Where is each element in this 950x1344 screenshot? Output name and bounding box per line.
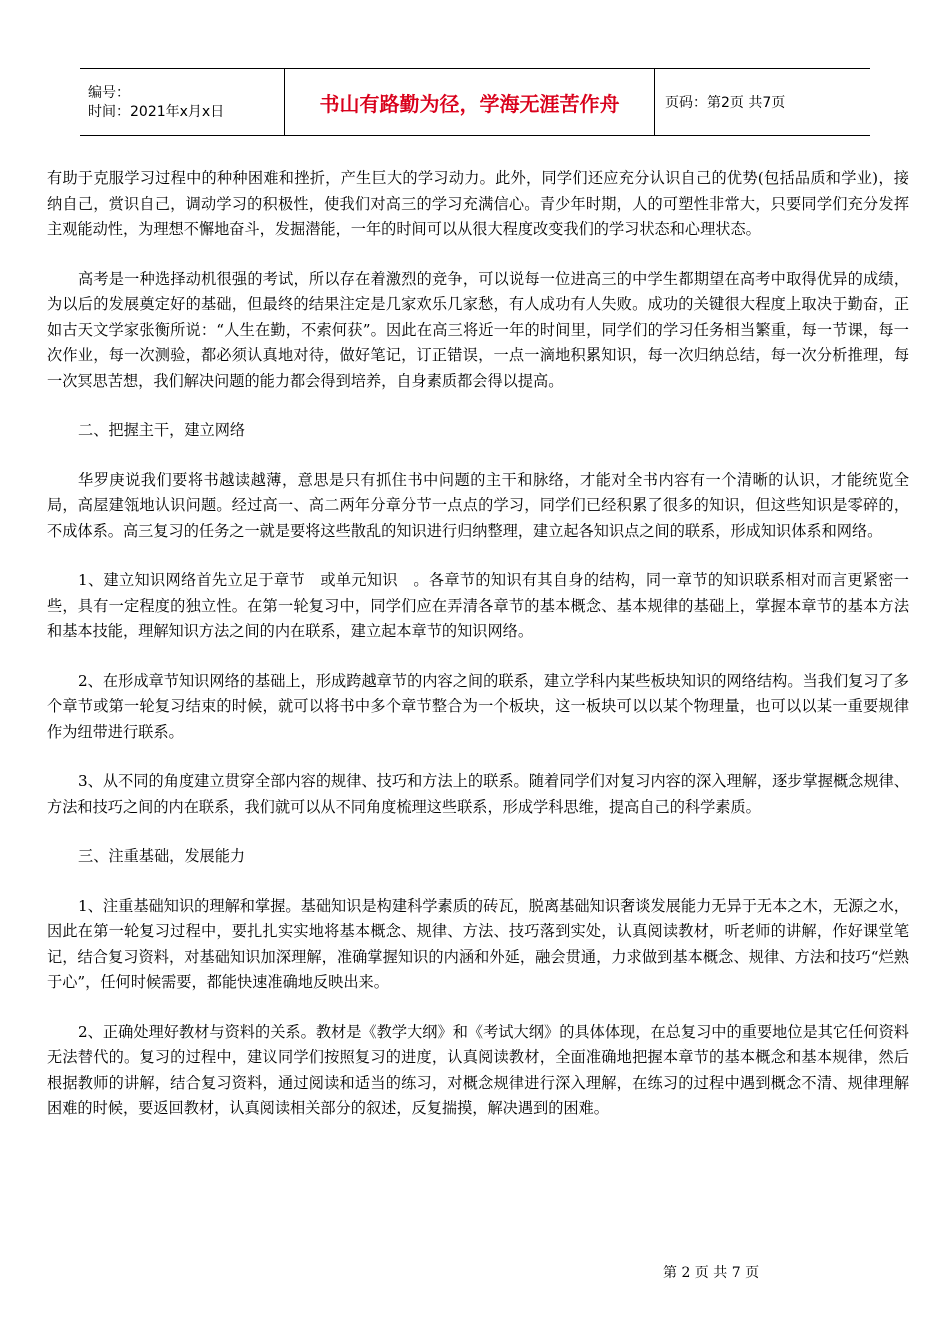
paragraph: 2、在形成章节知识网络的基础上，形成跨越章节的内容之间的联系，建立学科内某些板块知识的网络结构。当我们复习了多个章节或第一轮复习结束的时候，就可以将书中多个章节整合为一个板块，这一板块可以以某个物理量，也可以以某一重要规律作为纽带进行联系。 [47, 671, 909, 741]
paragraph: 高考是一种选择动机很强的考试，所以存在着激烈的竞争，可以说每一位进高三的中学生都期望在高考中取得优异的成绩，为以后的发展奠定好的基础，但最终的结果注定是几家欢乐几家愁，有人成功有人失败。成功的关键很大程度上取决于勤奋，正如古天文学家张衡所说：“人生在勤，不索何获”。因此在高三将近一年的时间里，同学们的学习任务相当繁重，每一节课，每一次作业，每一次测验，都必须认真地对待，做好笔记，订正错误，一点一滴地积累知识，每一次归纳总结，每一次分析推理，每一次冥思苦想，我们解决问题的能力都会得到培养，自身素质都会得以提高。 [47, 269, 909, 390]
paragraph: 华罗庚说我们要将书越读越薄，意思是只有抓住书中问题的主干和脉络，才能对全书内容有一个清晰的认识，才能统览全局，高屋建瓴地认识问题。经过高一、高二两年分章分节一点点的学习，同学们已经积累了很多的知识，但这些知识是零碎的，不成体系。高三复习的任务之一就是要将这些散乱的知识进行归纳整理，建立起各知识点之间的联系，形成知识体系和网络。 [47, 470, 909, 540]
document-time: 时间：2021年x月x日 [88, 104, 225, 120]
document-number: 编号： [88, 85, 130, 101]
header-page-info: 页码：第2页 共7页 [665, 95, 786, 111]
document-body [47, 166, 909, 1146]
paragraph: 1、建立知识网络首先立足于章节 或单元知识 。各章节的知识有其自身的结构，同一章节的知识联系相对而言更紧密一些，具有一定程度的独立性。在第一轮复习中，同学们应在弄清各章节的基本概念、基本规律的基础上，掌握本章节的基本方法和基本技能，理解知识方法之间的内在联系，建立起本章节的知识网络。 [47, 571, 909, 640]
page-header [80, 68, 870, 136]
page-footer: 第 2 页 共 7 页 [663, 1265, 760, 1281]
header-motto: 书山有路勤为径，学海无涯苦作舟 [284, 69, 655, 135]
header-meta [80, 69, 284, 135]
paragraph: 3、从不同的角度建立贯穿全部内容的规律、技巧和方法上的联系。随着同学们对复习内容的深入理解，逐步掌握概念规律、方法和技巧之间的内在联系，我们就可以从不同角度梳理这些联系，形成学科思维，提高自己的科学素质。 [47, 772, 909, 816]
section-heading: 三、注重基础，发展能力 [78, 847, 246, 865]
section-heading: 二、把握主干，建立网络 [78, 421, 246, 439]
paragraph: 1、注重基础知识的理解和掌握。基础知识是构建科学素质的砖瓦，脱离基础知识奢谈发展能力无异于无本之木，无源之水，因此在第一轮复习过程中，要扎扎实实地将基本概念、规律、方法、技巧落到实处，认真阅读教材，听老师的讲解，作好课堂笔记，结合复习资料，对基础知识加深理解，准确掌握知识的内涵和外延，融会贯通，力求做到基本概念、规律、方法和技巧“烂熟于心”，任何时候需要，都能快速准确地反映出来。 [47, 896, 909, 991]
paragraph: 有助于克服学习过程中的种种困难和挫折，产生巨大的学习动力。此外，同学们还应充分认识自己的优势(包括品质和学业)，接纳自己，赏识自己，调动学习的积极性，使我们对高三的学习充满信心。青少年时期，人的可塑性非常大，只要同学们充分发挥主观能动性，为理想不懈地奋斗，发掘潜能，一年的时间可以从很大程度改变我们的学习状态和心理状态。 [47, 169, 909, 238]
paragraph: 2、正确处理好教材与资料的关系。教材是《教学大纲》和《考试大纲》的具体体现，在总复习中的重要地位是其它任何资料无法替代的。复习的过程中，建议同学们按照复习的进度，认真阅读教材，全面准确地把握本章节的基本概念和基本规律，然后根据教师的讲解，结合复习资料，通过阅读和适当的练习，对概念规律进行深入理解，在练习的过程中遇到概念不清、规律理解困难的时候，要返回教材，认真阅读相关部分的叙述，反复揣摸，解决遇到的困难。 [47, 1022, 909, 1117]
